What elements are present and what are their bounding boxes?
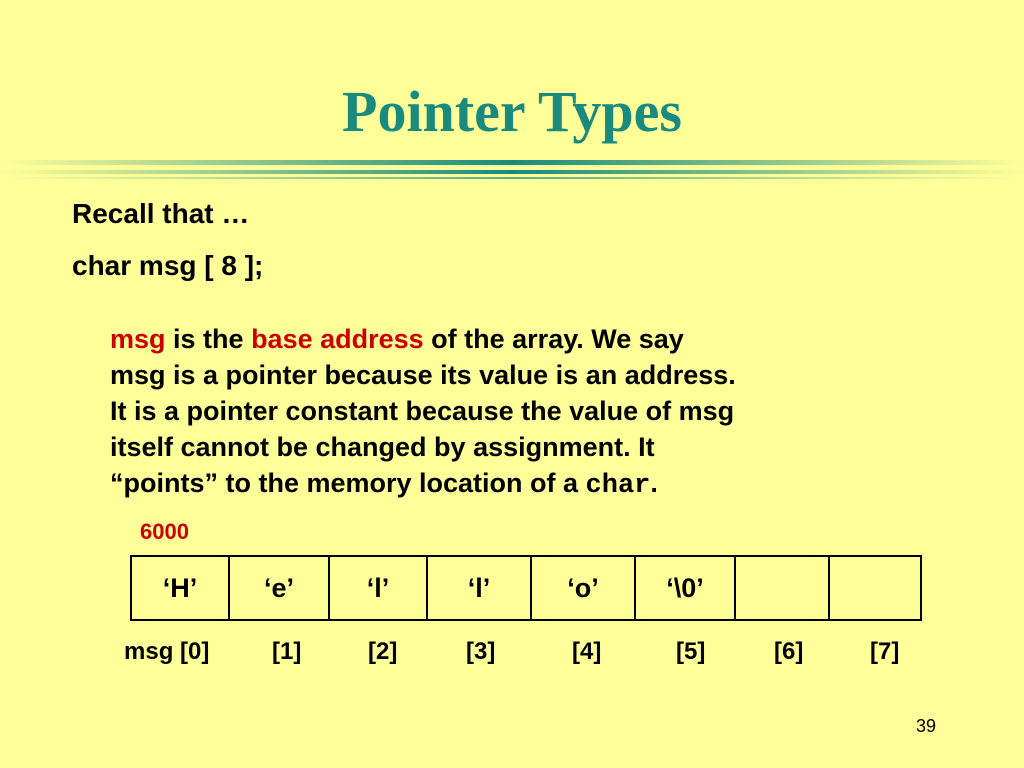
array-cell [736, 557, 830, 619]
array-cell: ‘o’ [532, 557, 636, 619]
array-cell: ‘e’ [230, 557, 330, 619]
paragraph-line-2: msg is a pointer because its value is an address. [110, 360, 736, 390]
array-index-label: [1] [272, 638, 302, 665]
text-span: is the [165, 324, 252, 354]
base-address-term: base address [251, 324, 424, 354]
paragraph-line-5 [110, 465, 940, 504]
explanation-paragraph [110, 321, 940, 504]
array-index-label: [6] [774, 638, 804, 665]
array-index-label: [3] [466, 638, 496, 665]
array-index-label: [7] [870, 638, 900, 665]
text-span: of the array. We say [423, 324, 684, 354]
array-index-label: [4] [572, 638, 602, 665]
char-keyword: char [585, 471, 651, 501]
array-cell: ‘l’ [330, 557, 428, 619]
title-divider [0, 177, 1024, 179]
array-diagram [130, 555, 922, 621]
array-cell: ‘H’ [132, 557, 230, 619]
title-divider [0, 170, 1024, 174]
paragraph-line-1 [110, 321, 940, 357]
array-cell: ‘l’ [428, 557, 532, 619]
msg-term: msg [110, 324, 166, 354]
array-index-label: msg [0] [124, 638, 210, 665]
text-span: “points” to the memory location of a [110, 468, 586, 498]
paragraph-line-4: itself cannot be changed by assignment. It [110, 432, 655, 462]
title-divider [0, 160, 1024, 165]
array-index-label: [5] [676, 638, 706, 665]
recall-line: Recall that … [72, 198, 250, 229]
array-cell [830, 557, 920, 619]
paragraph-line-3: It is a pointer constant because the value of msg [110, 396, 735, 426]
page-number: 39 [915, 716, 936, 736]
text-span: . [650, 468, 658, 498]
slide-title: Pointer Types [342, 79, 682, 144]
base-address-label: 6000 [140, 519, 189, 544]
array-cell: ‘\0’ [636, 557, 736, 619]
array-index-label: [2] [368, 638, 398, 665]
declaration-line: char msg [ 8 ]; [72, 250, 264, 281]
